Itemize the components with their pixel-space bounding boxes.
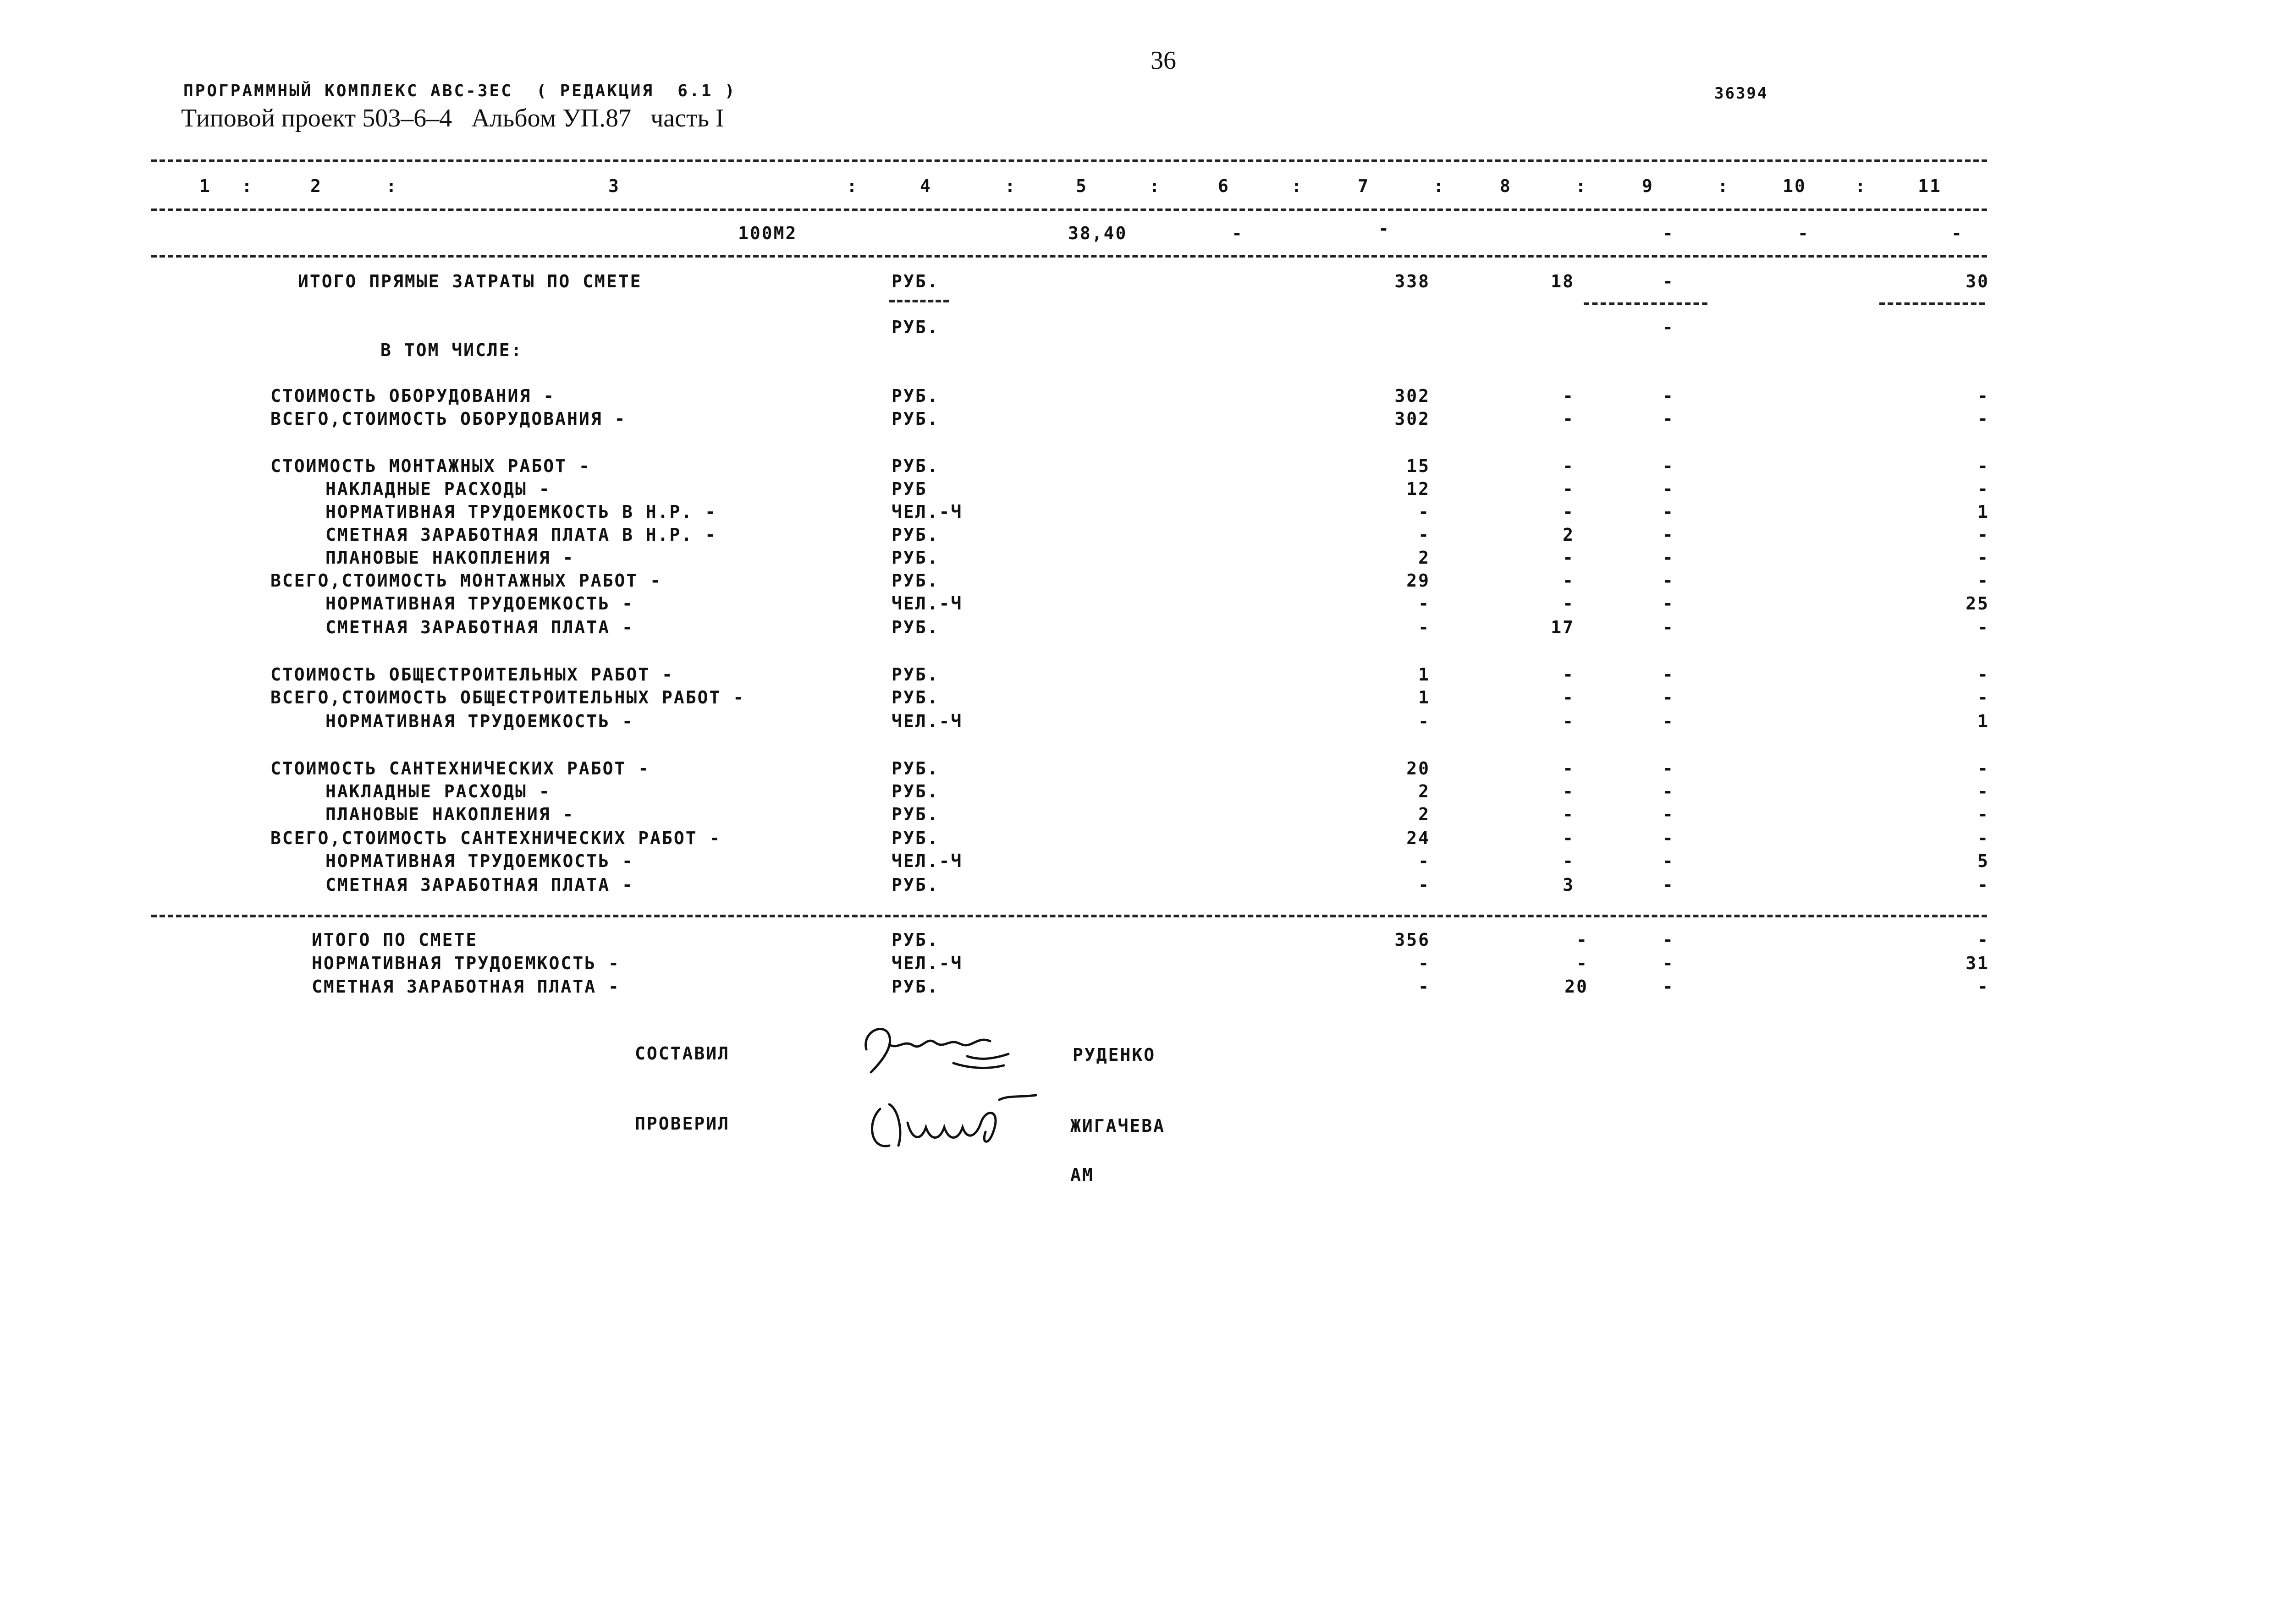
- row-col11: -: [1977, 875, 1989, 895]
- row-col8: -: [1563, 711, 1575, 731]
- row-col7: 1: [1418, 687, 1430, 708]
- row-col8: -: [1563, 758, 1575, 779]
- row-col7: 2: [1418, 548, 1430, 568]
- unit-row-c11: -: [1951, 223, 1963, 243]
- column-separator: :: [242, 176, 253, 196]
- checked-signature: [862, 1091, 1045, 1159]
- unit-row-c9: -: [1663, 223, 1674, 243]
- row-col9: -: [1663, 758, 1674, 779]
- row-unit: ЧЕЛ.-Ч: [892, 711, 963, 731]
- row-col9: -: [1663, 456, 1674, 476]
- row-col7: -: [1418, 851, 1430, 871]
- row-col9: -: [1663, 386, 1674, 406]
- row-col7: 20: [1406, 758, 1430, 779]
- total-col9: -: [1663, 977, 1674, 997]
- row-col9: -: [1663, 317, 1674, 337]
- total-col9: -: [1663, 953, 1674, 973]
- checked-name: ЖИГАЧЕВА: [1070, 1116, 1166, 1136]
- row-unit: РУБ.: [892, 548, 939, 568]
- unit-row-c10: -: [1798, 223, 1810, 243]
- unit-row-c7: -: [1378, 219, 1390, 239]
- row-col9: -: [1663, 664, 1674, 685]
- row-label: ИТОГО ПРЯМЫЕ ЗАТРАТЫ ПО СМЕТЕ: [298, 271, 642, 291]
- row-col9: -: [1663, 593, 1674, 614]
- row-unit: РУБ.: [892, 781, 939, 801]
- compiled-name: РУДЕНКО: [1073, 1045, 1156, 1065]
- row-col8: -: [1563, 571, 1575, 591]
- total-col9: -: [1663, 930, 1674, 950]
- row-col11: -: [1977, 781, 1989, 801]
- row-col7: -: [1418, 711, 1430, 731]
- total-unit: РУБ.: [892, 930, 939, 950]
- row-label: СМЕТНАЯ ЗАРАБОТНАЯ ПЛАТА -: [325, 875, 634, 895]
- row-label: СМЕТНАЯ ЗАРАБОТНАЯ ПЛАТА -: [325, 617, 634, 637]
- row-col8: 2: [1563, 525, 1575, 545]
- totals-rule: [151, 915, 1987, 917]
- row-col11: 30: [1966, 271, 1989, 291]
- row-col9: -: [1663, 875, 1674, 895]
- total-label: СМЕТНАЯ ЗАРАБОТНАЯ ПЛАТА -: [312, 977, 620, 997]
- column-separator: :: [1291, 176, 1303, 196]
- checked-label: ПРОВЕРИЛ: [635, 1114, 730, 1134]
- total-col11: -: [1977, 930, 1989, 950]
- row-col11: -: [1977, 571, 1989, 591]
- row-col7: -: [1418, 525, 1430, 545]
- row-unit: ЧЕЛ.-Ч: [892, 593, 963, 614]
- row-unit: РУБ.: [892, 875, 939, 895]
- column-number-3: 3: [608, 176, 620, 196]
- column-separator: :: [386, 176, 398, 196]
- row-col8: -: [1563, 851, 1575, 871]
- column-separator: :: [1149, 176, 1161, 196]
- row-col9: -: [1663, 804, 1674, 824]
- row-label: ВСЕГО,СТОИМОСТЬ САНТЕХНИЧЕСКИХ РАБОТ -: [270, 828, 721, 848]
- total-col11: -: [1977, 977, 1989, 997]
- total-col7: 356: [1394, 930, 1430, 950]
- row-unit: РУБ: [892, 479, 927, 499]
- row-col11: -: [1977, 617, 1989, 637]
- row-col8: -: [1563, 502, 1575, 522]
- row-col8: 17: [1551, 617, 1575, 637]
- row-label: НОРМАТИВНАЯ ТРУДОЕМКОСТЬ -: [325, 711, 634, 731]
- row-label: В ТОМ ЧИСЛЕ:: [380, 340, 523, 360]
- row-col8: -: [1563, 386, 1575, 406]
- row-col9: -: [1663, 781, 1674, 801]
- column-number-1: 1: [199, 176, 211, 196]
- row-col11: -: [1977, 758, 1989, 779]
- row-label: НОРМАТИВНАЯ ТРУДОЕМКОСТЬ -: [325, 593, 634, 614]
- total-col7: -: [1418, 953, 1430, 973]
- column-number-9: 9: [1642, 176, 1654, 196]
- column-separator: :: [1718, 176, 1729, 196]
- compiled-signature: [857, 1017, 1013, 1081]
- compiled-label: СОСТАВИЛ: [635, 1043, 730, 1064]
- total-col7: -: [1418, 977, 1430, 997]
- row-col8: 18: [1551, 271, 1575, 291]
- row-col7: 24: [1406, 828, 1430, 848]
- row-col11: -: [1977, 804, 1989, 824]
- row-col8: 3: [1563, 875, 1575, 895]
- row-unit: РУБ.: [892, 828, 939, 848]
- column-number-11: 11: [1918, 176, 1942, 196]
- page-number: 36: [1151, 46, 1176, 75]
- row-col7: 12: [1406, 479, 1430, 499]
- row-label: ПЛАНОВЫЕ НАКОПЛЕНИЯ -: [325, 804, 575, 824]
- row-label: НОРМАТИВНАЯ ТРУДОЕМКОСТЬ -: [325, 851, 634, 871]
- row-label: НОРМАТИВНАЯ ТРУДОЕМКОСТЬ В Н.Р. -: [325, 502, 717, 522]
- total-col8: -: [1576, 953, 1588, 973]
- row-col9: -: [1663, 687, 1674, 708]
- sum-underline-unit: [889, 300, 949, 302]
- unit-row-rule: [151, 255, 1987, 258]
- row-label: СМЕТНАЯ ЗАРАБОТНАЯ ПЛАТА В Н.Р. -: [325, 525, 717, 545]
- row-label: ВСЕГО,СТОИМОСТЬ ОБЩЕСТРОИТЕЛЬНЫХ РАБОТ -: [270, 687, 745, 708]
- row-col9: -: [1663, 571, 1674, 591]
- row-col9: -: [1663, 711, 1674, 731]
- unit-row-value: 38,40: [1068, 223, 1128, 243]
- row-label: ВСЕГО,СТОИМОСТЬ ОБОРУДОВАНИЯ -: [270, 409, 627, 429]
- row-col8: -: [1563, 593, 1575, 614]
- row-col11: -: [1977, 525, 1989, 545]
- row-unit: РУБ.: [892, 456, 939, 476]
- row-col11: -: [1977, 479, 1989, 499]
- total-label: НОРМАТИВНАЯ ТРУДОЕМКОСТЬ -: [312, 953, 620, 973]
- column-separator: :: [1575, 176, 1587, 196]
- row-col11: 5: [1977, 851, 1989, 871]
- row-col11: 25: [1966, 593, 1989, 614]
- checked-extra: АМ: [1070, 1165, 1094, 1185]
- row-col8: -: [1563, 828, 1575, 848]
- total-unit: ЧЕЛ.-Ч: [892, 953, 963, 973]
- row-col8: -: [1563, 479, 1575, 499]
- row-col7: 2: [1418, 804, 1430, 824]
- row-col7: 302: [1394, 409, 1430, 429]
- row-col11: -: [1977, 548, 1989, 568]
- column-number-6: 6: [1218, 176, 1230, 196]
- row-col9: -: [1663, 828, 1674, 848]
- row-col7: 15: [1406, 456, 1430, 476]
- row-label: СТОИМОСТЬ САНТЕХНИЧЕСКИХ РАБОТ -: [270, 758, 650, 779]
- row-col7: 302: [1394, 386, 1430, 406]
- project-line: Типовой проект 503–6–4 Альбом УП.87 часть I: [181, 104, 724, 132]
- row-label: СТОИМОСТЬ ОБЩЕСТРОИТЕЛЬНЫХ РАБОТ -: [270, 664, 674, 685]
- row-unit: ЧЕЛ.-Ч: [892, 502, 963, 522]
- row-label: СТОИМОСТЬ МОНТАЖНЫХ РАБОТ -: [270, 456, 591, 476]
- row-col7: -: [1418, 502, 1430, 522]
- row-col8: -: [1563, 409, 1575, 429]
- row-col7: -: [1418, 617, 1430, 637]
- row-col11: -: [1977, 664, 1989, 685]
- column-number-10: 10: [1783, 176, 1806, 196]
- program-line: ПРОГРАММНЫЙ КОМПЛЕКС АВС-3ЕС ( РЕДАКЦИЯ 6.1 ): [183, 82, 737, 100]
- row-col8: -: [1563, 781, 1575, 801]
- row-col8: -: [1563, 548, 1575, 568]
- row-unit: РУБ.: [892, 386, 939, 406]
- row-col9: -: [1663, 617, 1674, 637]
- doc-number: 36394: [1714, 84, 1768, 103]
- row-col11: -: [1977, 828, 1989, 848]
- row-col9: -: [1663, 548, 1674, 568]
- column-number-8: 8: [1500, 176, 1512, 196]
- row-unit: РУБ.: [892, 271, 939, 291]
- total-col11: 31: [1966, 953, 1989, 973]
- row-unit: РУБ.: [892, 664, 939, 685]
- column-separator: :: [1005, 176, 1017, 196]
- row-col11: 1: [1977, 502, 1989, 522]
- row-col7: 1: [1418, 664, 1430, 685]
- row-col11: -: [1977, 687, 1989, 708]
- unit-row-c6: -: [1232, 223, 1244, 243]
- sum-underline-c11: [1879, 302, 1985, 305]
- row-unit: РУБ.: [892, 617, 939, 637]
- row-unit: РУБ.: [892, 804, 939, 824]
- row-unit: РУБ.: [892, 525, 939, 545]
- row-col11: 1: [1977, 711, 1989, 731]
- row-label: СТОИМОСТЬ ОБОРУДОВАНИЯ -: [270, 386, 556, 406]
- row-col9: -: [1663, 409, 1674, 429]
- total-col8: 20: [1564, 977, 1588, 997]
- row-unit: РУБ.: [892, 409, 939, 429]
- row-unit: РУБ.: [892, 317, 939, 337]
- row-unit: ЧЕЛ.-Ч: [892, 851, 963, 871]
- row-col9: -: [1663, 271, 1674, 291]
- sum-underline-c9: [1584, 302, 1707, 305]
- row-label: НАКЛАДНЫЕ РАСХОДЫ -: [325, 479, 551, 499]
- row-col7: 29: [1406, 571, 1430, 591]
- row-col11: -: [1977, 456, 1989, 476]
- total-label: ИТОГО ПО СМЕТЕ: [312, 930, 478, 950]
- row-col9: -: [1663, 479, 1674, 499]
- column-separator: :: [847, 176, 859, 196]
- row-col9: -: [1663, 525, 1674, 545]
- column-separator: :: [1855, 176, 1867, 196]
- row-label: НАКЛАДНЫЕ РАСХОДЫ -: [325, 781, 551, 801]
- row-col9: -: [1663, 502, 1674, 522]
- row-unit: РУБ.: [892, 571, 939, 591]
- total-unit: РУБ.: [892, 977, 939, 997]
- row-col11: -: [1977, 409, 1989, 429]
- row-col9: -: [1663, 851, 1674, 871]
- row-col11: -: [1977, 386, 1989, 406]
- column-number-4: 4: [920, 176, 932, 196]
- header-bottom-rule: [151, 208, 1987, 211]
- row-unit: РУБ.: [892, 758, 939, 779]
- row-label: ВСЕГО,СТОИМОСТЬ МОНТАЖНЫХ РАБОТ -: [270, 571, 662, 591]
- row-col8: -: [1563, 687, 1575, 708]
- header-top-rule: [151, 159, 1987, 162]
- row-col7: -: [1418, 593, 1430, 614]
- row-col7: 338: [1394, 271, 1430, 291]
- unit-row-unit: 100М2: [738, 223, 798, 243]
- row-col7: 2: [1418, 781, 1430, 801]
- row-col8: -: [1563, 456, 1575, 476]
- row-col8: -: [1563, 804, 1575, 824]
- row-col7: -: [1418, 875, 1430, 895]
- column-number-5: 5: [1076, 176, 1088, 196]
- row-label: ПЛАНОВЫЕ НАКОПЛЕНИЯ -: [325, 548, 575, 568]
- row-unit: РУБ.: [892, 687, 939, 708]
- column-separator: :: [1433, 176, 1445, 196]
- column-number-2: 2: [310, 176, 322, 196]
- row-col8: -: [1563, 664, 1575, 685]
- column-number-7: 7: [1358, 176, 1370, 196]
- total-col8: -: [1576, 930, 1588, 950]
